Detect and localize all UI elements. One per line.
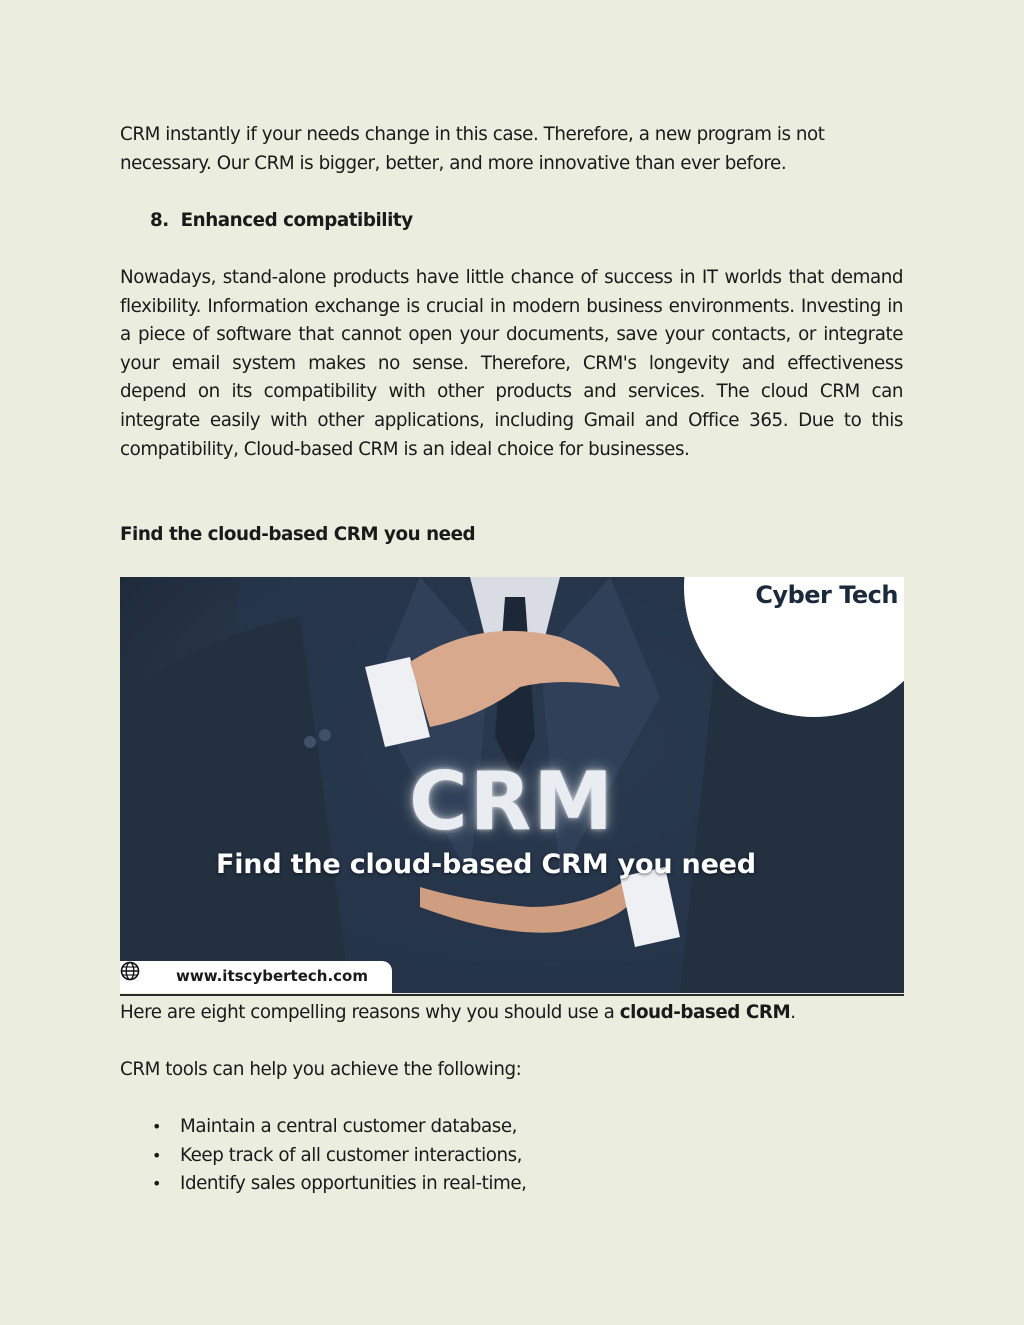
compatibility-paragraph: Nowadays, stand-alone products have little chance of success in IT worlds that demand flexibility. Information exchange is crucial in modern business environments. Investing in a piece of software that cannot open your documents, save your contacts, or integrate your email system makes no sense. Therefore, CRM's longevity and effectiveness depend on its compatibility with other products and services. The cloud CRM can integrate easily with other applications, including Gmail and Office 365. Due to this compatibility, Cloud-based CRM is an ideal choice for businesses. bbox=[120, 267, 903, 460]
intro-line-1: CRM instantly if your needs change in this case. Therefore, a new program is not bbox=[120, 124, 825, 145]
bullet-icon: • bbox=[152, 1174, 161, 1194]
reasons-bold: cloud-based CRM bbox=[619, 1002, 791, 1023]
benefits-list bbox=[120, 1113, 526, 1199]
list-item bbox=[120, 1170, 526, 1199]
reasons-sentence bbox=[120, 999, 903, 1028]
section-heading bbox=[150, 207, 413, 235]
intro-line-2: necessary. Our CRM is bigger, better, and more innovative than ever before. bbox=[120, 153, 787, 174]
bullet-icon: • bbox=[152, 1117, 161, 1136]
list-item-text: Keep track of all customer interactions, bbox=[180, 1144, 523, 1166]
bullet-icon: • bbox=[152, 1145, 161, 1165]
tools-intro: CRM tools can help you achieve the following: bbox=[120, 1059, 522, 1080]
list-item-text: Maintain a central customer database, bbox=[180, 1116, 517, 1137]
crm-banner-image bbox=[120, 577, 904, 993]
globe-icon bbox=[120, 961, 140, 981]
document-page bbox=[120, 0, 903, 1325]
section-title: Enhanced compatibility bbox=[180, 210, 413, 231]
list-item bbox=[120, 1113, 526, 1142]
reasons-period: . bbox=[790, 1002, 796, 1023]
find-crm-heading: Find the cloud-based CRM you need bbox=[120, 524, 476, 545]
website-url: www.itscybertech.com bbox=[176, 967, 368, 985]
list-item bbox=[120, 1142, 526, 1171]
website-url-badge bbox=[120, 961, 392, 993]
section-number: 8. bbox=[150, 210, 169, 231]
reasons-text: Here are eight compelling reasons why you should use a bbox=[120, 1002, 620, 1023]
banner-crm-text: CRM bbox=[409, 755, 615, 848]
brand-name: Cyber Tech bbox=[755, 581, 898, 609]
list-item-text: Identify sales opportunities in real-time, bbox=[180, 1173, 527, 1195]
banner-subtitle: Find the cloud-based CRM you need bbox=[216, 849, 756, 880]
image-divider bbox=[120, 994, 904, 996]
